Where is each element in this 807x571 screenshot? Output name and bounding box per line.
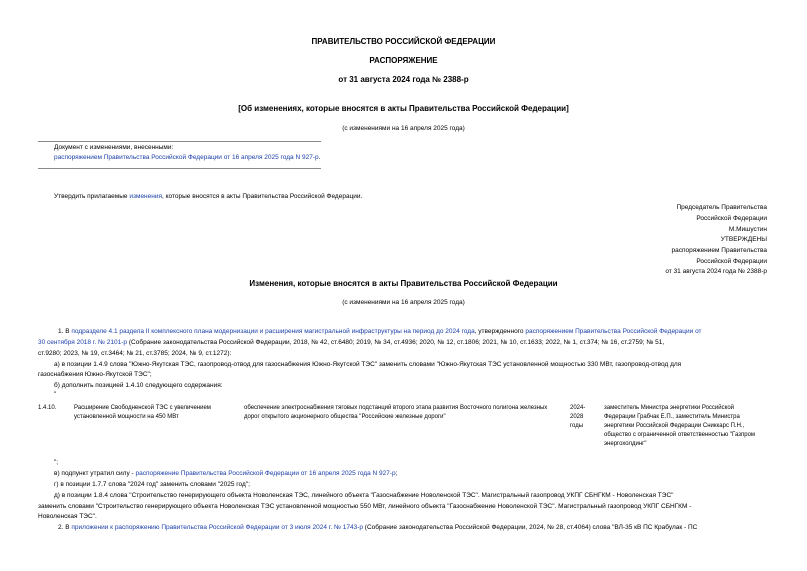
quote-open: " xyxy=(54,391,57,398)
para1-mid: , утвержденного xyxy=(474,328,526,335)
signature-line-2: Российской Федерации xyxy=(696,215,767,222)
signature-line-6: Российской Федерации xyxy=(696,258,767,265)
para2-num: 2. В xyxy=(58,524,72,531)
changes-divider-top xyxy=(38,141,321,142)
document-type: РАСПОРЯЖЕНИЕ xyxy=(369,56,438,65)
para1-line3: ст.9280; 2023, № 19, ст.3464; № 21, ст.3785; 2024, № 9, ст.1272): xyxy=(38,350,232,357)
table-row-name: Расширение Свободненской ТЭС с увеличением установленной мощности на 450 МВт xyxy=(74,405,211,420)
order-2101-link-part2[interactable]: 30 сентября 2018 г. № 2101-р xyxy=(38,339,128,346)
para1-num: 1. В xyxy=(58,328,72,335)
table-row-years: 2024-2028 годы xyxy=(570,405,586,429)
para1-line1 xyxy=(58,328,702,335)
item-a-line2: газоснабжения Южно-Якутской ТЭС"; xyxy=(38,371,152,378)
changes-link-line xyxy=(54,154,320,161)
para2-line1 xyxy=(58,524,697,531)
table-row-number: 1.4.10. xyxy=(38,405,57,411)
item-d-line2: заменить словами "Строительство генерирующего объекта Новоленская ТЭС установленной мощностью 550 МВт, линейного объекта "Газоснабжение Новоленской ТЭС". Магистральный газопровод УКПГ СБНГКМ - xyxy=(38,503,692,510)
signature-line-1: Председатель Правительства xyxy=(676,204,767,211)
document-date-number: от 31 августа 2024 года № 2388-р xyxy=(338,75,469,84)
item-v-suffix: ; xyxy=(395,470,398,477)
table-row-purpose: обеспечение электроснабжения тяговых подстанций второго этапа развития Восточного полигона железных дорог открытого акционерного общества "Российские железные дороги" xyxy=(244,405,548,420)
item-a-line1: а) в позиции 1.4.9 слова "Южно-Якутская ТЭС, газопровод-отвод для газоснабжения Южно-Якутской ТЭС" заменить словами "Южно-Якутская ТЭС установленной мощностью 330 МВт, газопровод-отвод для xyxy=(54,361,682,368)
item-v-prefix: в) подпункт утратил силу - xyxy=(54,470,136,477)
approve-text xyxy=(54,193,362,200)
approve-prefix: Утвердить прилагаемые xyxy=(54,193,130,200)
order-2101-link-part1[interactable]: распоряжением Правительства Российской Федерации от xyxy=(525,328,702,335)
item-d-line3: Новоленская ТЭС". xyxy=(38,513,97,520)
amending-order-link[interactable]: распоряжением Правительства Российской Федерации от 16 апреля 2025 года N 927-р xyxy=(54,154,319,161)
para1-line2 xyxy=(38,339,664,346)
signature-line-5: распоряжением Правительства xyxy=(671,247,767,254)
approve-suffix: , которые вносятся в акты Правительства Российской Федерации. xyxy=(162,193,363,200)
para1-rest1: (Собрание законодательства Российской Федерации, 2018, № 42, ст.6480; 2019, № 34, ст.4936; 2020, № 12, ст.1806; 2021, № 10, ст.1633; 2022, № 1, ст.374; № 16, ст.2759; № 51, xyxy=(127,339,665,346)
signature-line-7: от 31 августа 2024 года № 2388-р xyxy=(665,268,767,275)
item-b: б) дополнить позицией 1.4.10 следующего содержания: xyxy=(54,382,223,389)
para2-rest: (Собрание законодательства Российской Федерации, 2024, № 28, ст.4064) слова "ВЛ-35 кВ ПС Крабулак - ПС xyxy=(362,524,698,531)
section-title: Изменения, которые вносятся в акты Правительства Российской Федерации xyxy=(249,279,558,288)
document-title: [Об изменениях, которые вносятся в акты Правительства Российской Федерации] xyxy=(238,104,569,113)
section-revision-note: (с изменениями на 16 апреля 2025 года) xyxy=(342,299,465,306)
signature-line-4: УТВЕРЖДЕНЫ xyxy=(720,236,767,243)
order-1743-link[interactable]: приложении к распоряжению Правительства Российской Федерации от 3 июля 2024 г. № 1743-р xyxy=(71,524,363,531)
changes-label: Документ с изменениями, внесенными: xyxy=(54,144,174,151)
repealing-order-link[interactable]: распоряжение Правительства Российской Федерации от 16 апреля 2025 года N 927-р xyxy=(135,470,396,477)
government-heading: ПРАВИТЕЛЬСТВО РОССИЙСКОЙ ФЕДЕРАЦИИ xyxy=(311,37,496,46)
item-v xyxy=(54,470,397,477)
item-d-line1: д) в позиции 1.8.4 слова "Строительство генерирующего объекта Новоленская ТЭС, линейного объекта "Газоснабжение Новоленской ТЭС". Магистральный газопровод УКПГ СБНГКМ - Новоленская ТЭС" xyxy=(54,492,674,499)
item-g: г) в позиции 1.7.7 слова "2024 год" заменить словами "2025 год"; xyxy=(54,481,250,488)
changes-link-suffix: . xyxy=(318,154,321,161)
table-row-responsible: заместитель Министра энергетики Российской Федерации Грабчак Е.П., заместитель Министра энергетики Российской Федерации Сниккарс П.Н., общество с ограниченной ответственностью "Газпром энергохолдинг" xyxy=(604,405,756,447)
signature-line-3: М.Мишустин xyxy=(728,226,767,233)
quote-close: "; xyxy=(54,459,59,466)
revision-note: (с изменениями на 16 апреля 2025 года) xyxy=(342,125,465,132)
changes-divider-bottom xyxy=(38,168,321,169)
changes-link[interactable]: изменения xyxy=(129,193,162,200)
plan-subsection-link[interactable]: подразделе 4.1 раздела II комплексного плана модернизации и расширения магистральной инфраструктуры на период до 2024 года xyxy=(71,328,475,335)
